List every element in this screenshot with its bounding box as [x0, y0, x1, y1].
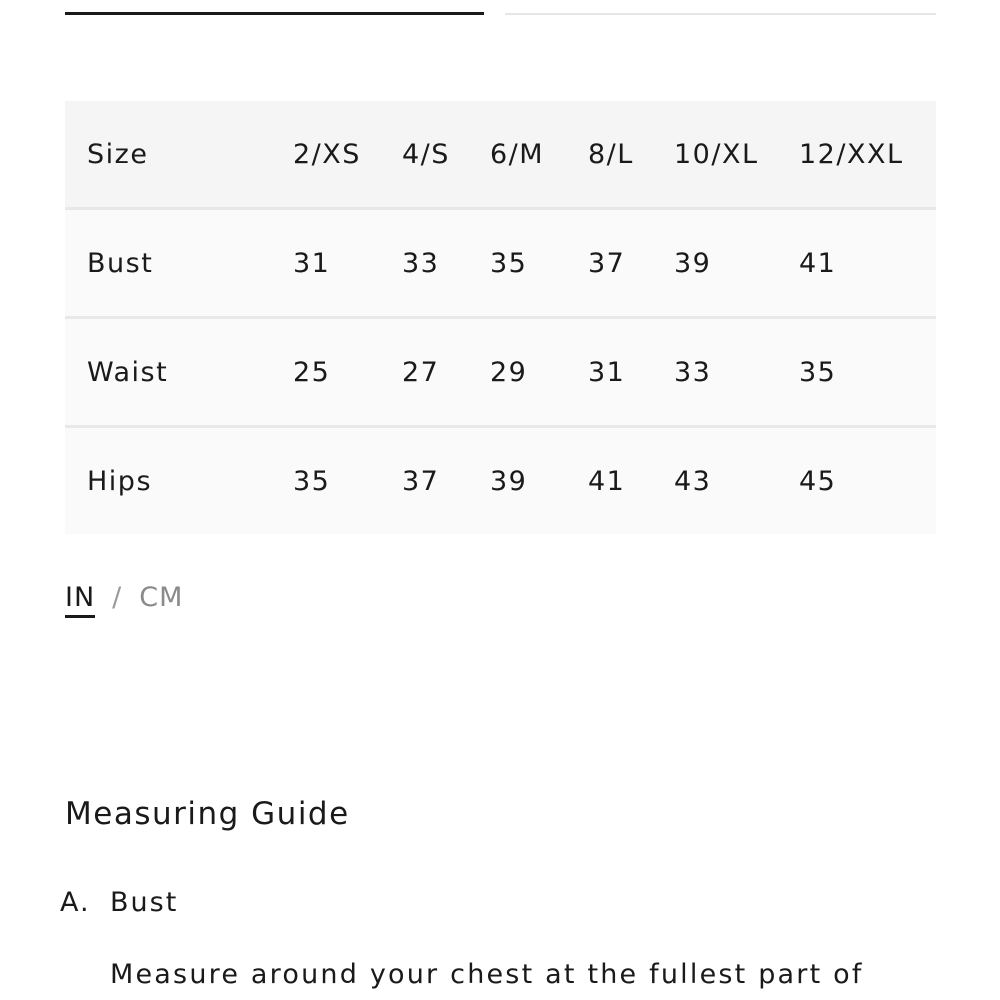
table-cell: 31 — [293, 247, 331, 279]
unit-toggle — [65, 582, 183, 618]
table-row-waist — [65, 316, 936, 425]
table-cell: 41 — [588, 465, 626, 497]
unit-inches-button[interactable]: IN — [65, 582, 95, 618]
header-cell-2xs: 2/XS — [293, 138, 361, 170]
table-cell: 41 — [799, 247, 837, 279]
header-cell-10xl: 10/XL — [674, 138, 759, 170]
table-cell: 25 — [293, 356, 331, 388]
table-cell: 35 — [293, 465, 331, 497]
header-cell-12xxl: 12/XXL — [799, 138, 904, 170]
table-cell: 37 — [402, 465, 440, 497]
unit-separator: / — [112, 582, 123, 613]
table-cell: 33 — [674, 356, 712, 388]
table-cell: 27 — [402, 356, 440, 388]
tab-secondary-indicator[interactable] — [505, 13, 936, 15]
size-chart-table — [65, 101, 936, 534]
measuring-guide-title: Measuring Guide — [65, 796, 350, 832]
tab-size-chart-indicator[interactable] — [65, 12, 484, 15]
table-cell: 43 — [674, 465, 712, 497]
table-cell: 39 — [674, 247, 712, 279]
guide-item-label: Bust — [110, 887, 179, 918]
header-cell-8l: 8/L — [588, 138, 634, 170]
table-cell: 35 — [490, 247, 528, 279]
table-row-bust — [65, 207, 936, 316]
table-cell: 45 — [799, 465, 837, 497]
table-cell: 29 — [490, 356, 528, 388]
table-cell: 31 — [588, 356, 626, 388]
header-cell-size: Size — [87, 138, 149, 170]
guide-item-bust — [60, 887, 178, 918]
row-label: Bust — [87, 247, 154, 279]
table-cell: 39 — [490, 465, 528, 497]
table-cell: 33 — [402, 247, 440, 279]
guide-item-description: Measure around your chest at the fullest part of — [110, 959, 864, 990]
header-cell-4s: 4/S — [402, 138, 450, 170]
table-cell: 35 — [799, 356, 837, 388]
row-label: Hips — [87, 465, 153, 497]
table-cell: 37 — [588, 247, 626, 279]
table-row-hips — [65, 425, 936, 534]
row-label: Waist — [87, 356, 169, 388]
unit-centimeters-button[interactable]: CM — [139, 582, 184, 613]
header-cell-6m: 6/M — [490, 138, 545, 170]
guide-item-marker: A. — [60, 887, 91, 918]
table-header-row — [65, 101, 936, 207]
